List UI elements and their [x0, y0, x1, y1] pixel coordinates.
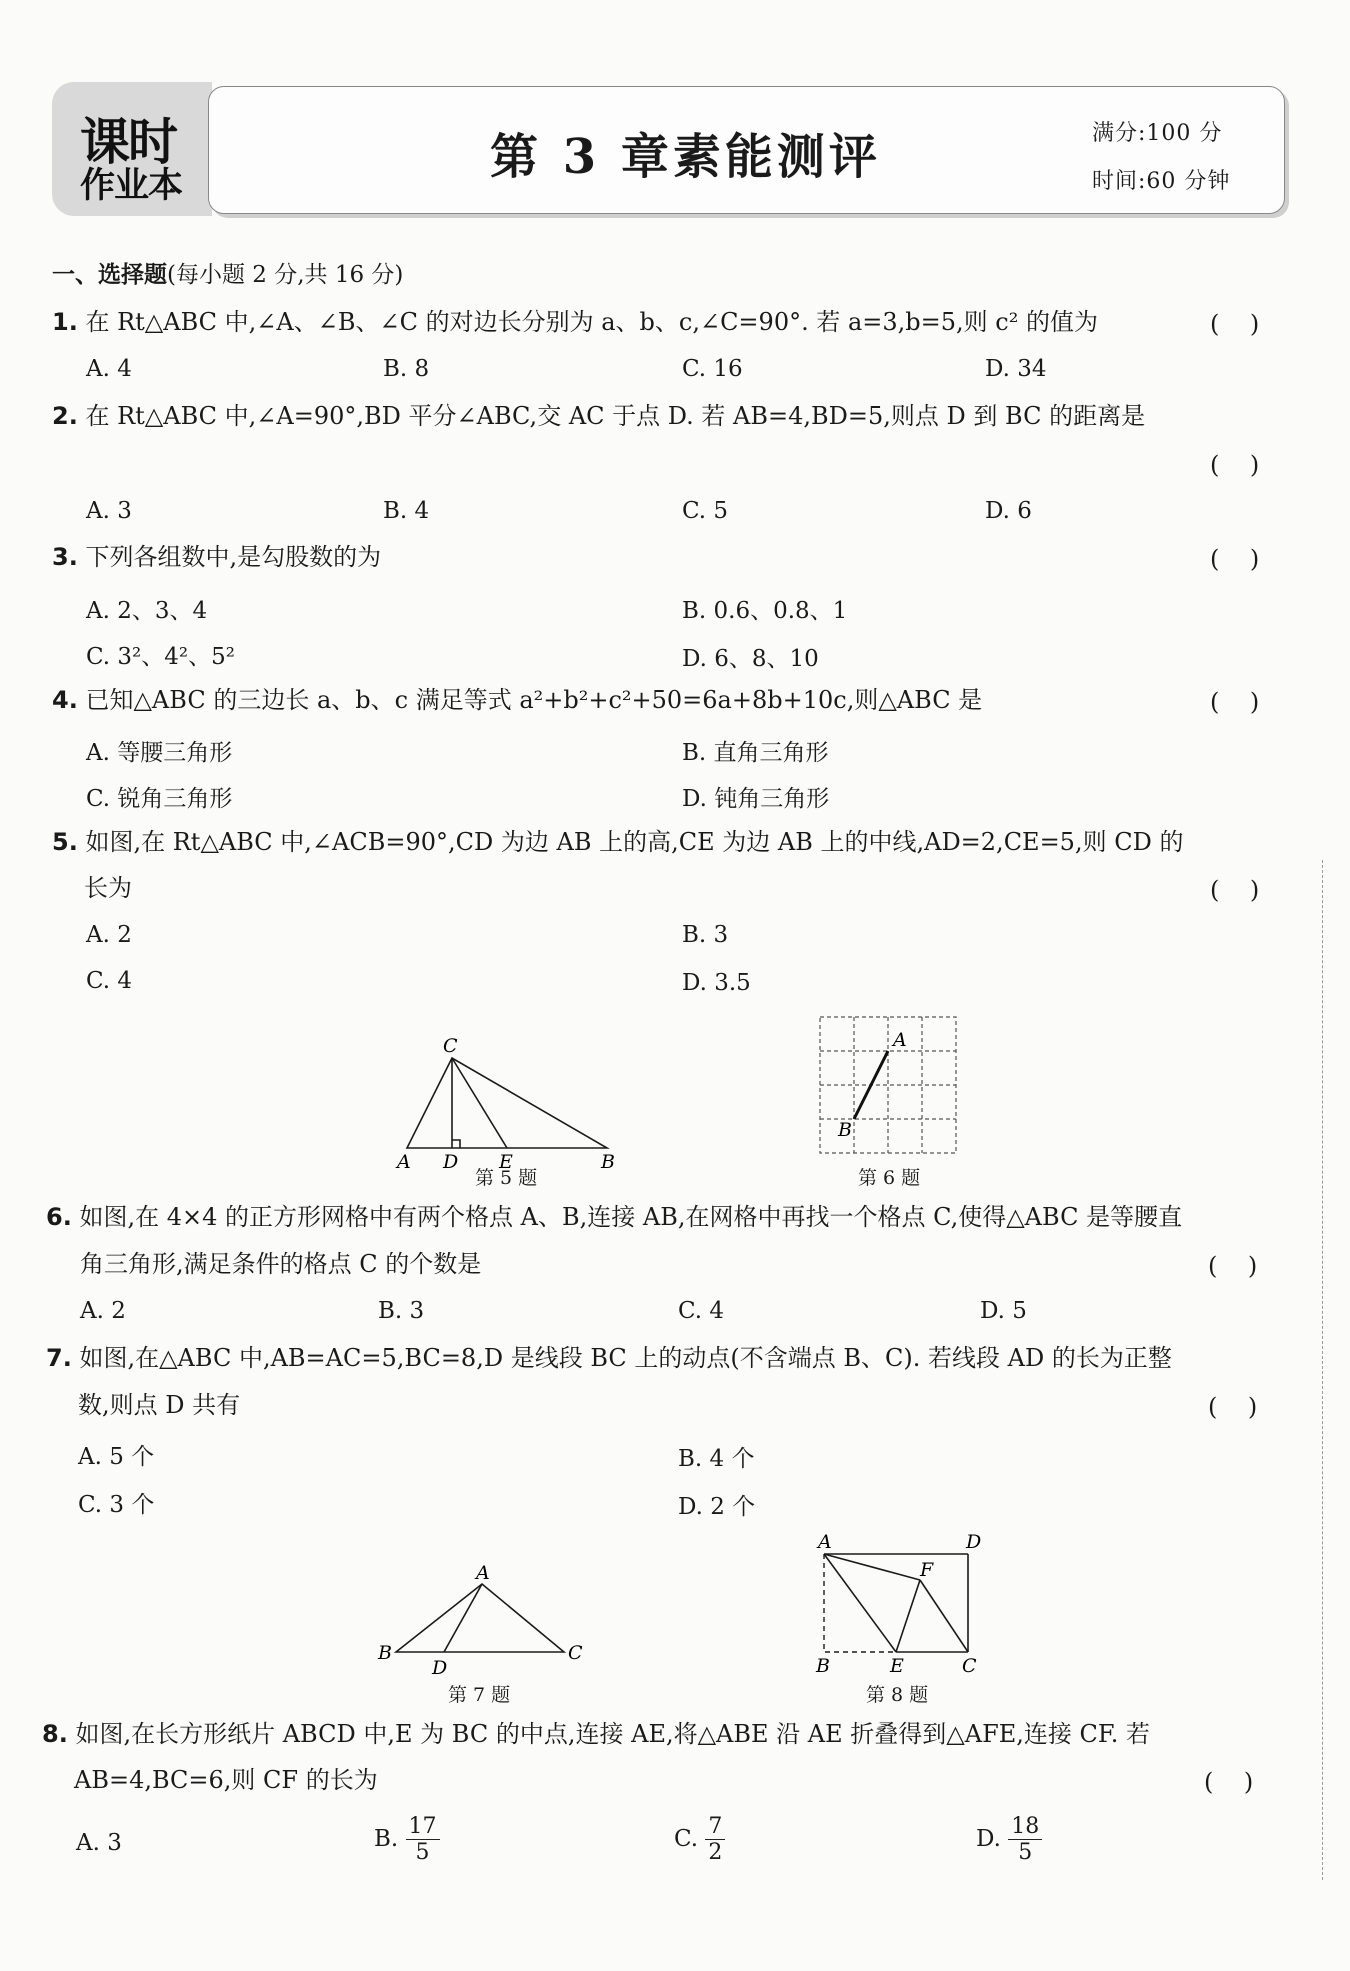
- fig8-label-b: B: [816, 1655, 830, 1677]
- q8-option-d-fraction: [1008, 1814, 1042, 1866]
- section-note: (每小题 2 分,共 16 分): [167, 262, 404, 288]
- q8-option-b[interactable]: [374, 1814, 440, 1866]
- q8-option-c-fraction: [705, 1814, 725, 1866]
- question-7: [46, 1346, 1172, 1370]
- q2-number: 2.: [52, 402, 78, 430]
- q8-option-d-label: D.: [976, 1825, 1001, 1852]
- fig7-label-a: A: [476, 1562, 490, 1584]
- question-8: [42, 1722, 1150, 1746]
- figure-q6: [815, 1012, 965, 1162]
- fig5-label-c: C: [443, 1035, 458, 1057]
- fig7-caption: 第 7 题: [448, 1684, 511, 1706]
- q5-option-c[interactable]: C. 4: [86, 968, 133, 994]
- q8-text-line1: 如图,在长方形纸片 ABCD 中,E 为 BC 的中点,连接 AE,将△ABE 沿 AE 折叠得到△AFE,连接 CF. 若: [75, 1720, 1151, 1748]
- question-4: [52, 688, 982, 712]
- q7-option-c[interactable]: C. 3 个: [78, 1492, 155, 1518]
- q4-text: 已知△ABC 的三边长 a、b、c 满足等式 a²+b²+c²+50=6a+8b+10c,则△ABC 是: [85, 686, 983, 714]
- q3-option-a[interactable]: A. 2、3、4: [86, 598, 208, 624]
- logo-line1: 课时: [80, 113, 176, 171]
- q3-option-b[interactable]: B. 0.6、0.8、1: [682, 598, 848, 624]
- q8-text-line2: AB=4,BC=6,则 CF 的长为: [74, 1766, 378, 1794]
- figure-q8: [808, 1528, 1008, 1678]
- fig8-segment-cf: [920, 1580, 968, 1652]
- q3-option-d[interactable]: D. 6、8、10: [682, 646, 819, 672]
- q2-option-a[interactable]: A. 3: [86, 498, 132, 524]
- q7-option-b[interactable]: B. 4 个: [678, 1446, 755, 1472]
- time-limit: 时间:60 分钟: [1092, 169, 1231, 194]
- fig7-label-c: C: [568, 1642, 583, 1664]
- fig6-label-b: B: [838, 1119, 852, 1141]
- q6-text-line2: 角三角形,满足条件的格点 C 的个数是: [80, 1250, 482, 1278]
- q6-option-b[interactable]: B. 3: [378, 1298, 425, 1324]
- fig8-label-f: F: [920, 1559, 934, 1581]
- q8-option-b-denominator: 5: [415, 1840, 430, 1866]
- section-heading: [52, 256, 403, 289]
- q5-text-line1: 如图,在 Rt△ABC 中,∠ACB=90°,CD 为边 AB 上的高,CE 为边 AB 上的中线,AD=2,CE=5,则 CD 的: [85, 828, 1184, 856]
- q4-number: 4.: [52, 686, 78, 714]
- q2-option-b[interactable]: B. 4: [383, 498, 430, 524]
- fig6-segment-ab: [854, 1051, 888, 1119]
- q8-option-c-label: C.: [674, 1825, 699, 1852]
- q6-option-a[interactable]: A. 2: [80, 1298, 126, 1324]
- q3-number: 3.: [52, 543, 78, 571]
- q4-option-b[interactable]: B. 直角三角形: [682, 740, 829, 766]
- q2-text: 在 Rt△ABC 中,∠A=90°,BD 平分∠ABC,交 AC 于点 D. 若 AB=4,BD=5,则点 D 到 BC 的距离是: [85, 402, 1146, 430]
- question-6: [46, 1205, 1182, 1229]
- fig8-label-e: E: [890, 1655, 904, 1677]
- q4-option-d[interactable]: D. 钝角三角形: [682, 786, 830, 812]
- q8-option-d-numerator: 18: [1008, 1814, 1042, 1840]
- fig8-label-c: C: [962, 1655, 977, 1677]
- fig7-triangle-abc: [396, 1584, 564, 1652]
- fig7-label-d: D: [432, 1657, 448, 1679]
- q5-option-d[interactable]: D. 3.5: [682, 970, 751, 996]
- fig5-median-ce: [452, 1058, 507, 1148]
- q5-option-b[interactable]: B. 3: [682, 922, 729, 948]
- full-score: 满分:100 分: [1092, 121, 1223, 146]
- fig8-segment-fe: [896, 1580, 920, 1652]
- fig5-label-d: D: [443, 1151, 459, 1170]
- q8-answer-paren[interactable]: ( ): [1204, 1768, 1254, 1796]
- question-5: [52, 830, 1183, 854]
- q1-answer-paren[interactable]: ( ): [1210, 310, 1260, 338]
- q6-text-line1: 如图,在 4×4 的正方形网格中有两个格点 A、B,连接 AB,在网格中再找一个格点 C,使得△ABC 是等腰直: [79, 1203, 1183, 1231]
- fig8-label-a: A: [818, 1531, 832, 1553]
- brand-logo: [52, 82, 212, 216]
- q7-text-line1: 如图,在△ABC 中,AB=AC=5,BC=8,D 是线段 BC 上的动点(不含端点 B、C). 若线段 AD 的长为正整: [79, 1344, 1172, 1372]
- fig8-segment-ae: [824, 1554, 896, 1652]
- q8-option-a[interactable]: A. 3: [76, 1830, 122, 1856]
- fig8-caption: 第 8 题: [866, 1684, 929, 1706]
- q6-option-c[interactable]: C. 4: [678, 1298, 725, 1324]
- q7-option-d[interactable]: D. 2 个: [678, 1494, 756, 1520]
- q7-text-line2: 数,则点 D 共有: [78, 1391, 241, 1419]
- q1-text: 在 Rt△ABC 中,∠A、∠B、∠C 的对边长分别为 a、b、c,∠C=90°. 若 a=3,b=5,则 c² 的值为: [85, 308, 1098, 336]
- q7-answer-paren[interactable]: ( ): [1208, 1393, 1258, 1421]
- fig5-triangle-abc: [407, 1058, 607, 1148]
- q2-option-c[interactable]: C. 5: [682, 498, 729, 524]
- fig8-segment-af: [824, 1554, 920, 1580]
- fig5-label-b: B: [601, 1151, 615, 1170]
- q7-option-a[interactable]: A. 5 个: [78, 1444, 155, 1470]
- q8-option-b-label: B.: [374, 1825, 399, 1852]
- q8-number: 8.: [42, 1720, 68, 1748]
- q1-number: 1.: [52, 308, 78, 336]
- q1-option-a[interactable]: A. 4: [86, 356, 132, 382]
- q1-option-b[interactable]: B. 8: [383, 356, 430, 382]
- q6-number: 6.: [46, 1203, 72, 1231]
- q5-text-line2: 长为: [84, 874, 132, 902]
- question-3: [52, 545, 381, 569]
- q5-option-a[interactable]: A. 2: [86, 922, 132, 948]
- question-2: [52, 404, 1145, 428]
- figure-q7: [372, 1562, 592, 1682]
- q1-option-c[interactable]: C. 16: [682, 356, 743, 382]
- fig6-label-a: A: [893, 1029, 907, 1051]
- q6-answer-paren[interactable]: ( ): [1208, 1252, 1258, 1280]
- q2-answer-paren[interactable]: ( ): [1210, 451, 1260, 479]
- q3-answer-paren[interactable]: ( ): [1210, 545, 1260, 573]
- q2-option-d[interactable]: D. 6: [985, 498, 1032, 524]
- q8-option-b-fraction: [406, 1814, 440, 1866]
- q8-option-c-denominator: 2: [708, 1840, 723, 1866]
- fig7-segment-ad: [444, 1584, 482, 1652]
- page-title: 第 3 章素能测评: [490, 129, 881, 185]
- q5-number: 5.: [52, 828, 78, 856]
- q8-option-d-denominator: 5: [1018, 1840, 1033, 1866]
- figure-q5: [395, 1030, 635, 1170]
- question-1: [52, 310, 1098, 334]
- q4-option-c[interactable]: C. 锐角三角形: [86, 786, 233, 812]
- q8-option-c-numerator: 7: [705, 1814, 725, 1840]
- fig5-caption: 第 5 题: [475, 1167, 538, 1189]
- q3-text: 下列各组数中,是勾股数的为: [85, 543, 382, 571]
- q4-option-a[interactable]: A. 等腰三角形: [86, 740, 233, 766]
- q5-answer-paren[interactable]: ( ): [1210, 876, 1260, 904]
- fig5-right-angle-mark: [452, 1140, 460, 1148]
- binding-margin-line: [1322, 860, 1323, 1880]
- q7-number: 7.: [46, 1344, 72, 1372]
- q6-option-d[interactable]: D. 5: [980, 1298, 1027, 1324]
- q3-option-c[interactable]: C. 3²、4²、5²: [86, 644, 235, 670]
- section-title: 一、选择题: [52, 262, 167, 288]
- logo-line2: 作业本: [80, 166, 183, 206]
- fig7-label-b: B: [378, 1642, 392, 1664]
- fig5-label-a: A: [397, 1151, 411, 1170]
- q8-option-d[interactable]: [976, 1814, 1042, 1866]
- fig5-label-e: E: [499, 1151, 513, 1170]
- q1-option-d[interactable]: D. 34: [985, 356, 1047, 382]
- q4-answer-paren[interactable]: ( ): [1210, 688, 1260, 716]
- fig6-caption: 第 6 题: [858, 1167, 921, 1189]
- fig8-label-d: D: [966, 1531, 982, 1553]
- q8-option-c[interactable]: [674, 1814, 725, 1866]
- q8-option-b-numerator: 17: [406, 1814, 440, 1840]
